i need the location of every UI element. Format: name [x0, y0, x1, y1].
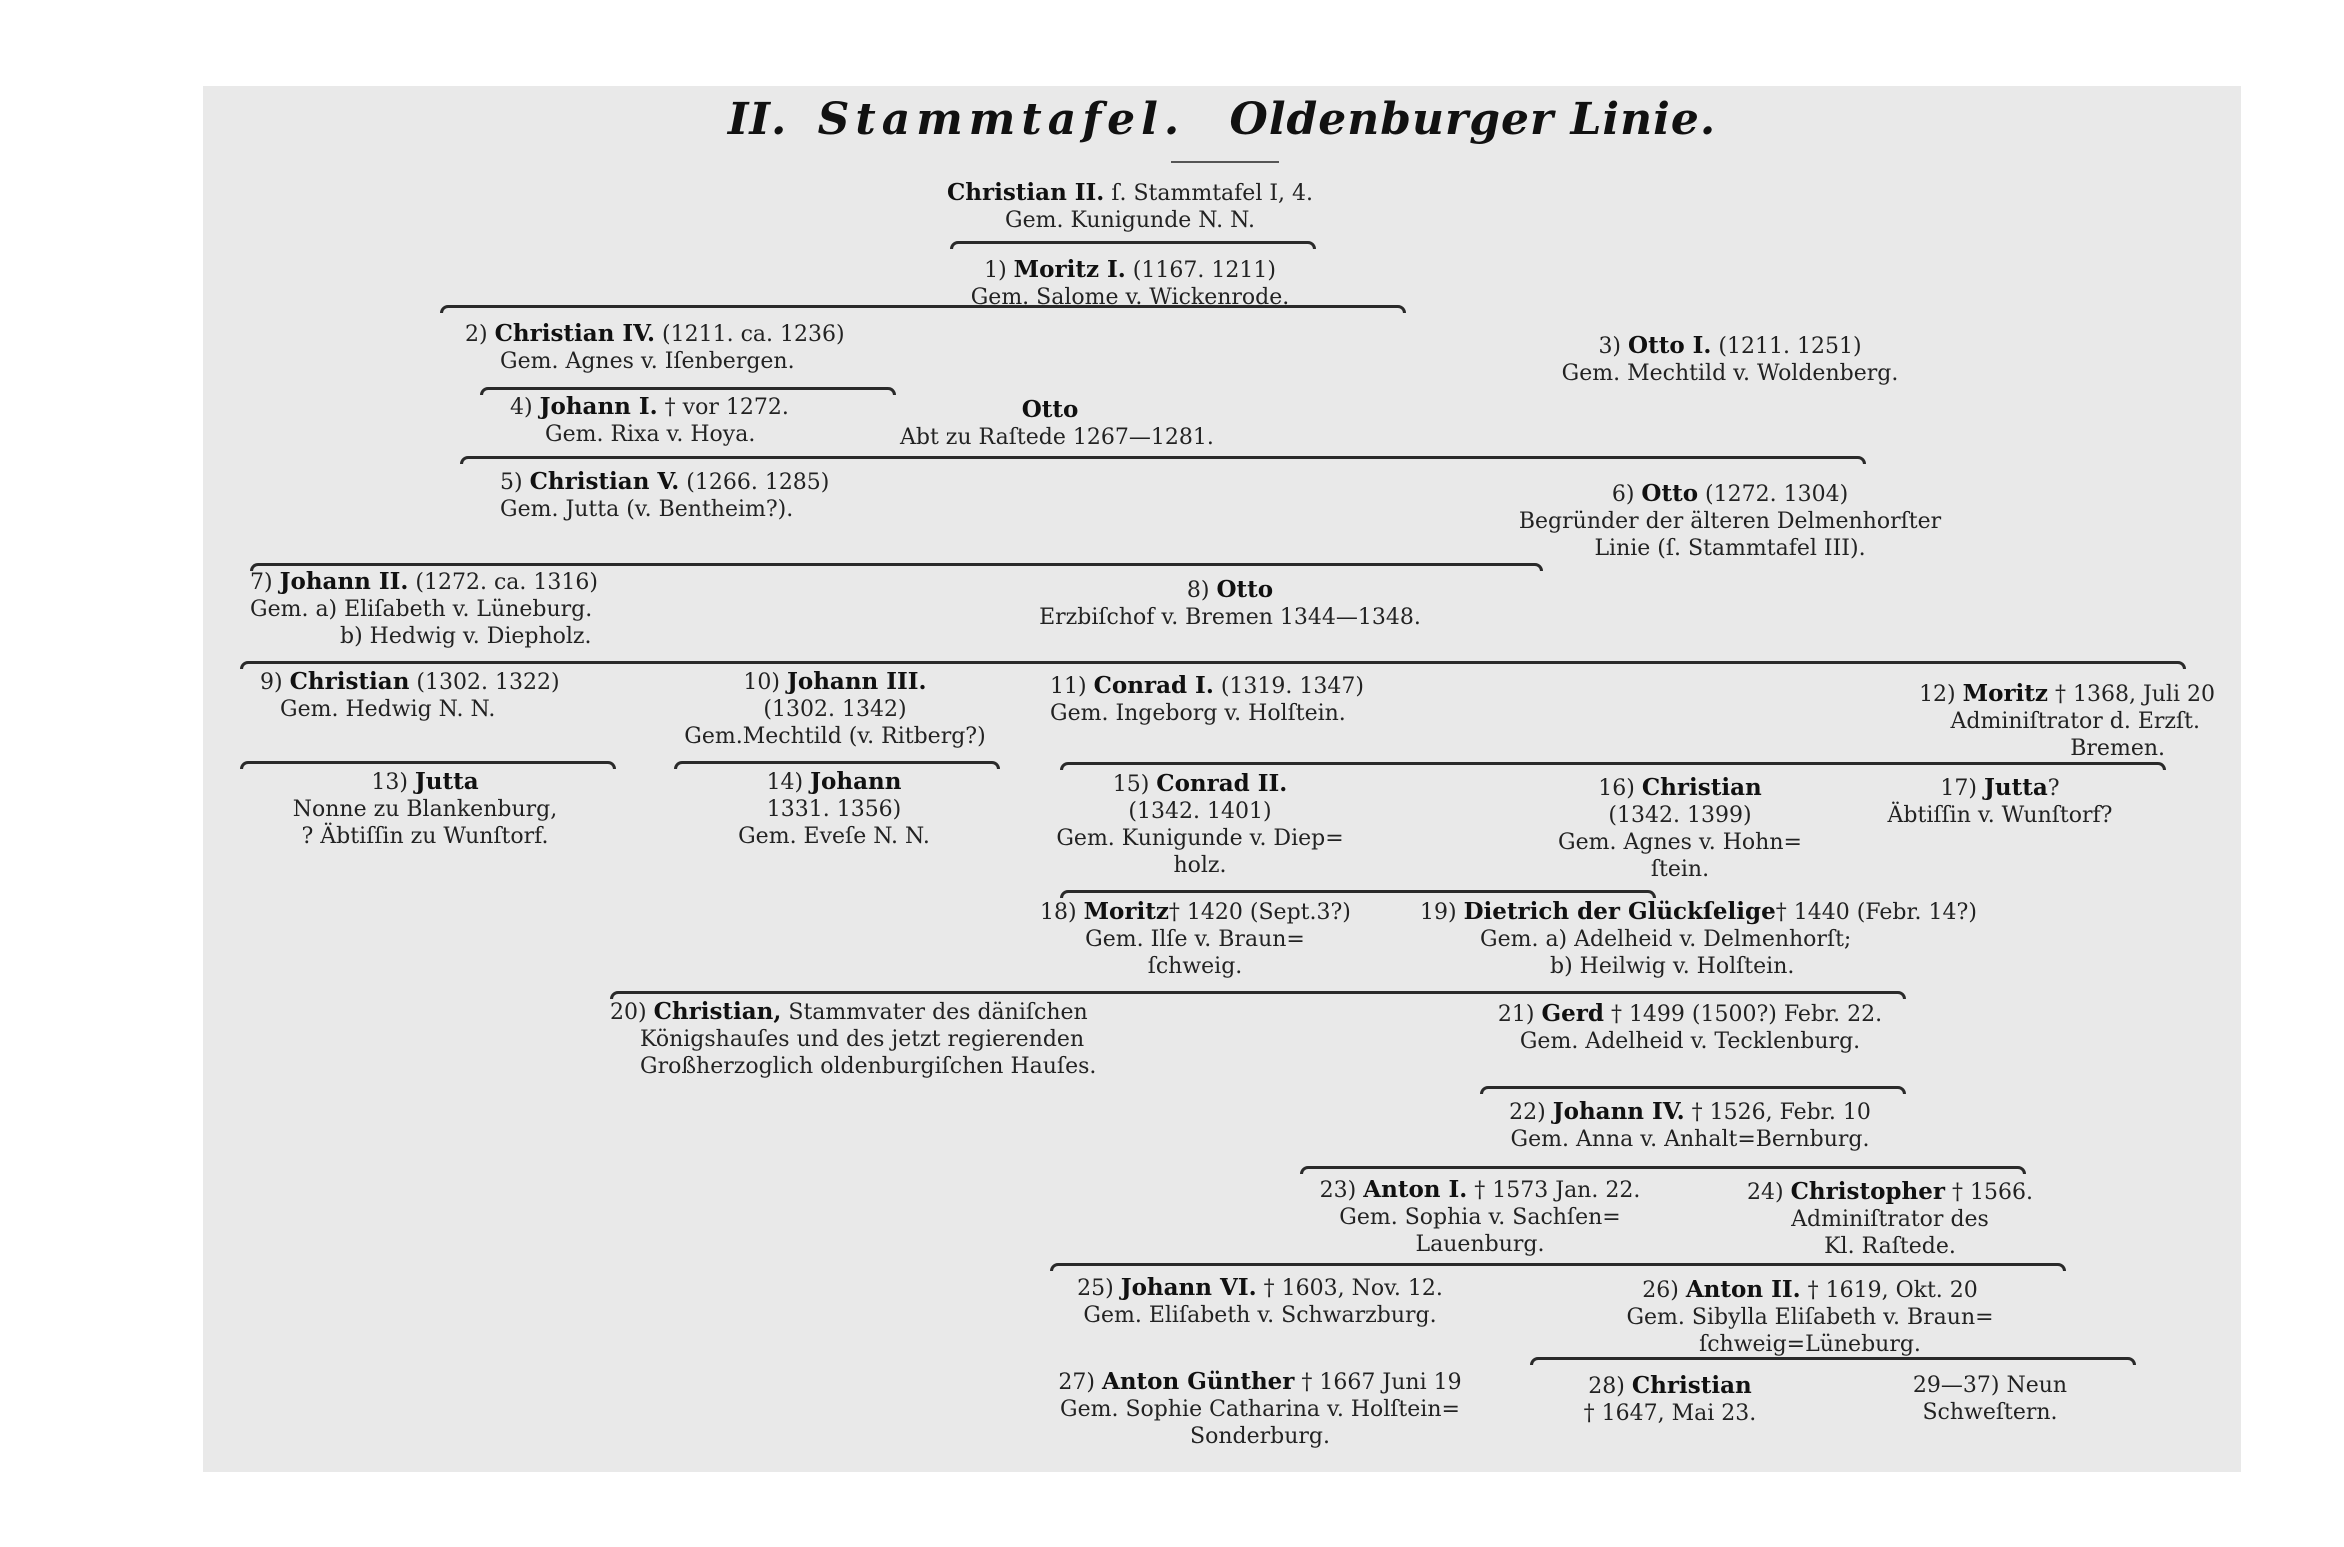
- person-dates: † 1440 (Febr. 14?): [1775, 900, 1977, 925]
- person-moritz-12: [1810, 680, 2215, 762]
- person-anton-guenther: [1040, 1368, 1480, 1450]
- person-jutta-13: [240, 768, 610, 850]
- person-name: Gerd: [1541, 1000, 1604, 1027]
- person-dates: † 1526, Febr. 10: [1684, 1100, 1871, 1125]
- person-number: 20): [610, 1000, 647, 1025]
- person-number: 28): [1588, 1374, 1625, 1399]
- person-name: Otto: [1021, 396, 1079, 423]
- person-name: Conrad I.: [1093, 672, 1214, 699]
- person-spouse: b) Hedwig v. Diepholz.: [340, 624, 592, 649]
- person-note: Stammvater des däniſchen: [781, 1000, 1088, 1025]
- connector-line: [1050, 1263, 2066, 1271]
- person-name: Otto I.: [1628, 332, 1712, 359]
- person-note: Linie (ſ. Stammtafel III).: [1594, 536, 1866, 561]
- person-name: Moritz: [1962, 680, 2048, 707]
- person-name: Christopher: [1790, 1178, 1945, 1205]
- person-name: Anton Günther: [1101, 1368, 1295, 1395]
- person-name: Christian V.: [529, 468, 680, 495]
- person-johann-14: [674, 768, 994, 850]
- person-number: 4): [510, 395, 533, 420]
- person-spouse: ſchweig=Lüneburg.: [1699, 1332, 1921, 1357]
- person-anton-i: [1310, 1176, 1650, 1258]
- person-spouse: Gem. Sophia v. Sachſen=: [1339, 1205, 1621, 1230]
- person-spouse: Gem. Sibylla Eliſabeth v. Braun=: [1626, 1305, 1994, 1330]
- person-note: Erzbiſchof v. Bremen 1344—1348.: [1039, 605, 1421, 630]
- person-note: Königshauſes und des jetzt regierenden: [640, 1027, 1085, 1052]
- person-dates: † 1603, Nov. 12.: [1256, 1276, 1443, 1301]
- person-number: 19): [1420, 900, 1457, 925]
- person-name: Anton II.: [1685, 1276, 1801, 1303]
- person-number: 8): [1186, 578, 1210, 603]
- person-note: ? Äbtiſſin zu Wunſtorf.: [301, 824, 549, 849]
- person-christian-20: [610, 998, 1096, 1080]
- person-name: Christian II.: [946, 179, 1105, 206]
- person-dates: (1319. 1347): [1213, 674, 1364, 699]
- person-dates: (1302. 1342): [763, 697, 907, 722]
- person-note: Adminiſtrator d. Erzſt.: [1950, 709, 2200, 734]
- person-jutta-17: [1850, 774, 2150, 829]
- person-note: Großherzoglich oldenburgiſchen Hauſes.: [640, 1054, 1097, 1079]
- title-divider: [1171, 161, 1279, 163]
- person-dates: 1331. 1356): [766, 797, 902, 822]
- person-note: Begründer der älteren Delmenhorſter: [1518, 509, 1942, 534]
- person-spouse: Gem. Agnes v. Hohn=: [1558, 830, 1802, 855]
- person-number: 13): [371, 770, 408, 795]
- person-spouse: Gem. a) Adelheid v. Delmenhorſt;: [1480, 927, 1852, 952]
- person-name: Johann IV.: [1552, 1098, 1685, 1125]
- person-number: 9): [260, 670, 283, 695]
- person-spouse: Gem. Kunigunde N. N.: [1005, 208, 1255, 233]
- person-number: 12): [1919, 682, 1956, 707]
- person-spouse: Gem. Anna v. Anhalt=Bernburg.: [1510, 1127, 1870, 1152]
- person-johann-vi: [1050, 1274, 1470, 1329]
- person-name: Conrad II.: [1156, 770, 1288, 797]
- person-dates: † 1566.: [1944, 1180, 2033, 1205]
- person-number: 21): [1497, 1002, 1535, 1027]
- person-anton-ii: [1600, 1276, 2020, 1358]
- person-number: 25): [1077, 1276, 1114, 1301]
- person-spouse: Gem. Ingeborg v. Holſtein.: [1050, 701, 1346, 726]
- person-number: 1): [984, 258, 1007, 283]
- person-dates: (1211. 1251): [1711, 334, 1862, 359]
- person-spouse: Lauenburg.: [1415, 1232, 1545, 1257]
- person-dates: † 1573 Jan. 22.: [1467, 1178, 1641, 1203]
- person-spouse: Gem. Salome v. Wickenrode.: [970, 285, 1290, 310]
- person-dates: ſ. Stammtafel I, 4.: [1104, 181, 1314, 206]
- person-spouse: Gem. a) Eliſabeth v. Lüneburg.: [250, 597, 593, 622]
- person-spouse: ſchweig.: [1147, 954, 1243, 979]
- person-spouse: Gem. Adelheid v. Tecklenburg.: [1519, 1029, 1861, 1054]
- person-dates: (1302. 1322): [409, 670, 560, 695]
- person-spouse: ſtein.: [1650, 857, 1710, 882]
- person-johann-iii: [665, 668, 1005, 750]
- person-gerd-21: [1470, 1000, 1910, 1055]
- title-sub: Oldenburger Linie.: [1229, 94, 1717, 145]
- connector-line: [1480, 1086, 1906, 1094]
- person-dates: (1266. 1285): [679, 470, 830, 495]
- connector-line: [950, 241, 1316, 249]
- person-spouse: Gem. Rixa v. Hoya.: [545, 422, 756, 447]
- person-conrad-ii: [1040, 770, 1360, 879]
- person-note: Abt zu Raſtede 1267—1281.: [900, 425, 1214, 450]
- person-spouse: b) Heilwig v. Holſtein.: [1550, 954, 1795, 979]
- person-moritz-18: [1040, 898, 1350, 980]
- person-otto-6: [1510, 480, 1950, 562]
- person-name: Johann VI.: [1120, 1274, 1257, 1301]
- person-spouse: Gem. Kunigunde v. Diep=: [1056, 826, 1344, 851]
- person-note: Nonne zu Blankenburg,: [292, 797, 558, 822]
- person-dates: (1167. 1211): [1125, 258, 1276, 283]
- person-name: Christian: [1641, 774, 1762, 801]
- person-christian-v: [500, 468, 829, 523]
- person-number: 17): [1940, 776, 1977, 801]
- person-otto-abt: [900, 396, 1214, 451]
- person-dates: ?: [2047, 776, 2060, 801]
- person-name: Jutta: [1984, 774, 2048, 801]
- person-spouse: Gem. Eveſe N. N.: [738, 824, 930, 849]
- person-number: 7): [250, 570, 273, 595]
- person-spouse: Gem. Eliſabeth v. Schwarzburg.: [1083, 1303, 1437, 1328]
- person-johann-ii: [250, 568, 598, 650]
- person-moritz-i: [960, 256, 1300, 311]
- person-number: 27): [1058, 1370, 1095, 1395]
- person-dates: † vor 1272.: [657, 395, 789, 420]
- person-dates: † 1619, Okt. 20: [1800, 1278, 1978, 1303]
- person-name: Johann II.: [279, 568, 409, 595]
- person-christian-9: [260, 668, 560, 723]
- connector-line: [1530, 1357, 2136, 1365]
- person-number: 2): [465, 322, 488, 347]
- person-christian-ii: [930, 179, 1330, 234]
- person-number: 26): [1642, 1278, 1679, 1303]
- person-sisters-29-37: [1870, 1372, 2110, 1426]
- person-johann-iv: [1480, 1098, 1900, 1153]
- person-dates: (1211. ca. 1236): [655, 322, 845, 347]
- person-number: 6): [1611, 482, 1635, 507]
- person-number: 14): [766, 770, 804, 795]
- person-name: Johann III.: [786, 668, 927, 695]
- person-conrad-i: [1050, 672, 1364, 727]
- person-name: Johann I.: [539, 393, 658, 420]
- person-name: Anton I.: [1363, 1176, 1468, 1203]
- connector-line: [1060, 762, 2166, 770]
- person-spouse: Gem. Ilſe v. Braun=: [1085, 927, 1305, 952]
- person-name: Moritz I.: [1013, 256, 1126, 283]
- person-name: Jutta: [414, 768, 479, 795]
- person-christopher-24: [1740, 1178, 2040, 1260]
- person-number: 18): [1040, 900, 1077, 925]
- person-christian-16: [1530, 774, 1830, 883]
- person-dates: † 1667 Juni 19: [1294, 1370, 1462, 1395]
- person-dates: † 1499 (1500?) Febr. 22.: [1603, 1002, 1883, 1027]
- person-note: Äbtiſſin v. Wunſtorf?: [1887, 803, 2113, 828]
- person-dates: † 1368, Juli 20: [2047, 682, 2215, 707]
- person-spouse: Sonderburg.: [1190, 1424, 1330, 1449]
- person-name: Moritz: [1083, 898, 1169, 925]
- person-name: Christian IV.: [494, 320, 656, 347]
- person-christian-28: [1540, 1372, 1800, 1427]
- person-johann-i: [510, 393, 789, 448]
- person-number: 29—37): [1912, 1373, 2000, 1398]
- person-dates: † 1647, Mai 23.: [1583, 1401, 1757, 1426]
- title-numeral: II.: [727, 94, 788, 145]
- person-number: 15): [1112, 772, 1150, 797]
- person-dates: (1342. 1399): [1608, 803, 1752, 828]
- person-note: Adminiſtrator des: [1791, 1207, 1989, 1232]
- person-otto-8: [1010, 576, 1450, 631]
- person-number: 22): [1509, 1100, 1546, 1125]
- person-dates: (1272. 1304): [1698, 482, 1849, 507]
- person-spouse: holz.: [1173, 853, 1227, 878]
- title-main: Stammtafel.: [817, 94, 1186, 145]
- person-name: Otto: [1641, 480, 1699, 507]
- connector-line: [460, 456, 1866, 464]
- person-dietrich-19: [1420, 898, 1977, 980]
- person-spouse: Gem.Mechtild (v. Ritberg?): [684, 724, 986, 749]
- genealogy-sheet: [203, 86, 2241, 1472]
- person-name: Christian: [1631, 1372, 1752, 1399]
- person-spouse: Gem. Hedwig N. N.: [280, 697, 496, 722]
- person-note: Kl. Raſtede.: [1824, 1234, 1956, 1259]
- person-name: Dietrich der Glückſelige: [1463, 898, 1776, 925]
- person-number: 16): [1598, 776, 1635, 801]
- person-note: Schweſtern.: [1922, 1400, 2058, 1425]
- person-number: 10): [743, 670, 780, 695]
- person-dates: † 1420 (Sept.3?): [1168, 900, 1351, 925]
- person-name: Otto: [1216, 576, 1274, 603]
- person-dates: (1342. 1401): [1128, 799, 1272, 824]
- person-note: Bremen.: [2070, 736, 2165, 761]
- person-spouse: Gem. Agnes v. Iſenbergen.: [500, 349, 795, 374]
- person-number: 23): [1319, 1178, 1357, 1203]
- person-number: 3): [1598, 334, 1622, 359]
- person-name: Johann: [810, 768, 902, 795]
- person-spouse: Gem. Mechtild v. Woldenberg.: [1561, 361, 1899, 386]
- person-number: 5): [500, 470, 523, 495]
- person-number: 11): [1050, 674, 1087, 699]
- person-name: Christian,: [653, 998, 782, 1025]
- person-name: Christian: [289, 668, 410, 695]
- page-title: [203, 94, 2241, 145]
- person-dates: (1272. ca. 1316): [408, 570, 598, 595]
- person-number: 24): [1747, 1180, 1784, 1205]
- person-name: Neun: [2006, 1373, 2068, 1398]
- connector-line: [1300, 1166, 2026, 1174]
- person-spouse: Gem. Jutta (v. Bentheim?).: [500, 497, 794, 522]
- person-spouse: Gem. Sophie Catharina v. Holſtein=: [1060, 1397, 1460, 1422]
- person-christian-iv: [465, 320, 845, 375]
- person-otto-i: [1520, 332, 1940, 387]
- connector-line: [1060, 890, 1656, 898]
